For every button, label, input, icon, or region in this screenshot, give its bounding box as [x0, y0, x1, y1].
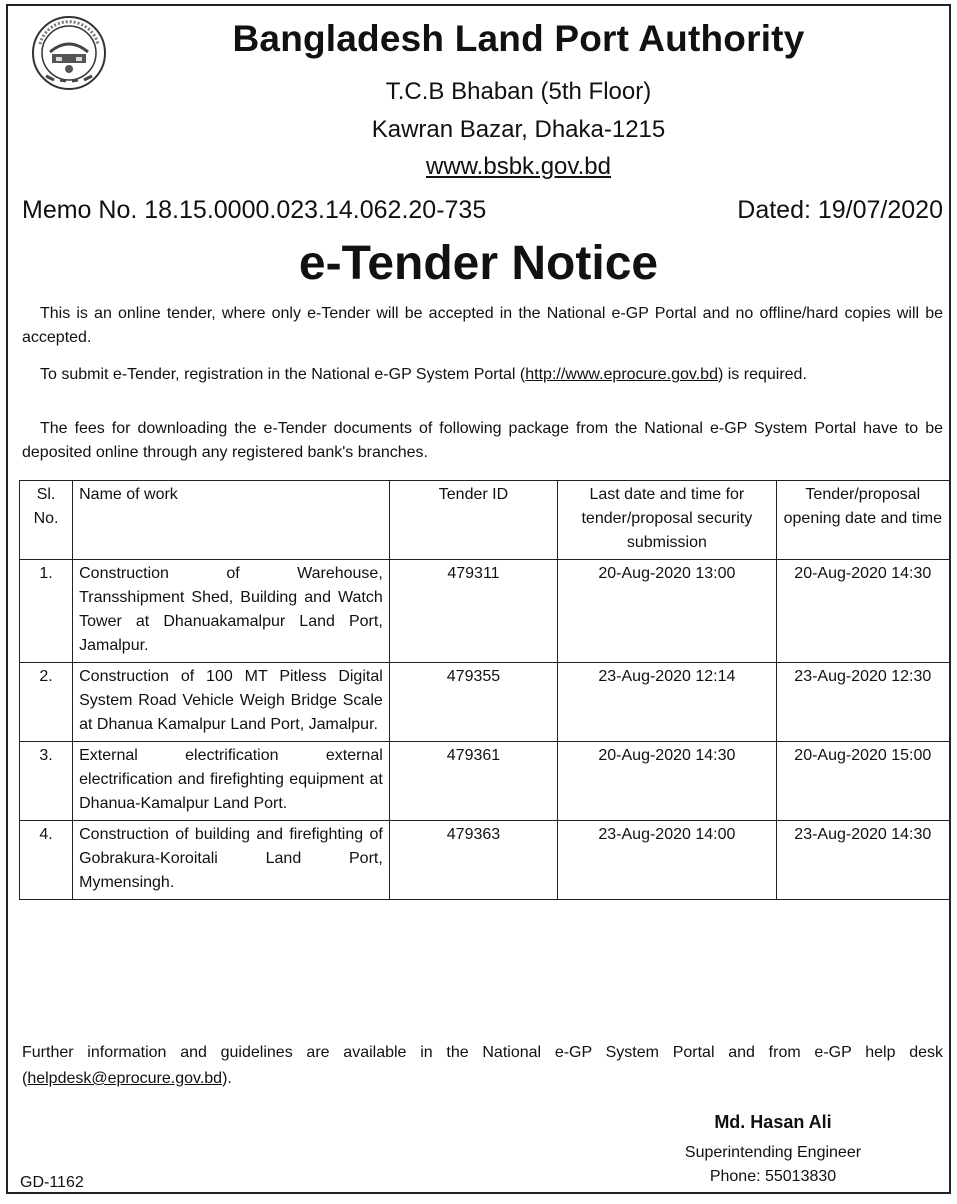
row-tender-id: 479361	[389, 742, 557, 821]
row-last-date: 23-Aug-2020 12:14	[558, 663, 776, 742]
row-opening-date: 20-Aug-2020 15:00	[776, 742, 949, 821]
row-serial: 2.	[20, 663, 73, 742]
organization-name: Bangladesh Land Port Authority	[232, 18, 805, 59]
header-serial-no: Sl. No.	[20, 481, 73, 560]
row-serial: 3.	[20, 742, 73, 821]
further-information-text: Further information and guidelines are available in the National e-GP System Portal and from e-GP help desk (	[22, 1044, 943, 1087]
memo-number: Memo No. 18.15.0000.023.14.062.20-735	[22, 196, 487, 224]
header-tender-id: Tender ID	[389, 481, 557, 560]
row-last-date: 20-Aug-2020 13:00	[558, 560, 776, 663]
paragraph-registration-end: ) is required.	[717, 366, 807, 383]
row-serial: 1.	[20, 560, 73, 663]
row-last-date: 20-Aug-2020 14:30	[558, 742, 776, 821]
header-name-of-work: Name of work	[73, 481, 390, 560]
eprocure-portal-link[interactable]: http://www.eprocure.gov.bd	[525, 366, 718, 383]
tender-table	[19, 480, 950, 900]
table-row	[20, 663, 950, 742]
row-name-of-work: Construction of Warehouse, Transshipment Shed, Building and Watch Tower at Dhanuakamalpur Land Port, Jamalpur.	[73, 560, 390, 663]
notice-title: e-Tender Notice	[298, 237, 659, 290]
paragraph-registration-text: To submit e-Tender, registration in the National e-GP System Portal (	[40, 366, 526, 383]
header-last-date: Last date and time for tender/proposal security submission	[558, 481, 776, 560]
signer-name: Md. Hasan Ali	[714, 1112, 832, 1132]
row-name-of-work: External electrification external electrification and firefighting equipment at Dhanua-Kamalpur Land Port.	[73, 742, 390, 821]
table-row	[20, 821, 950, 900]
paragraph-fees: The fees for downloading the e-Tender documents of following package from the National e-GP System Portal have to be deposited online through any registered bank's branches.	[22, 420, 943, 461]
row-name-of-work: Construction of 100 MT Pitless Digital System Road Vehicle Weigh Bridge Scale at Dhanua Kamalpur Land Port, Jamalpur.	[73, 663, 390, 742]
signer-phone: Phone: 55013830	[709, 1168, 837, 1185]
row-opening-date: 20-Aug-2020 14:30	[776, 560, 949, 663]
paragraph-registration	[22, 363, 943, 387]
paragraph-online-tender: This is an online tender, where only e-Tender will be accepted in the National e-GP Portal and no offline/hard copies will be accepted.	[22, 305, 943, 346]
memo-date: Dated: 19/07/2020	[737, 196, 943, 224]
row-tender-id: 479363	[389, 821, 557, 900]
header-opening-date: Tender/proposal opening date and time	[776, 481, 949, 560]
website-link[interactable]: www.bsbk.gov.bd	[426, 153, 611, 180]
helpdesk-email-link[interactable]: helpdesk@eprocure.gov.bd	[27, 1070, 223, 1087]
further-information	[22, 1040, 943, 1092]
table-row	[20, 742, 950, 821]
row-opening-date: 23-Aug-2020 14:30	[776, 821, 949, 900]
address-line-2: Kawran Bazar, Dhaka-1215	[371, 116, 666, 143]
row-opening-date: 23-Aug-2020 12:30	[776, 663, 949, 742]
row-last-date: 23-Aug-2020 14:00	[558, 821, 776, 900]
row-serial: 4.	[20, 821, 73, 900]
table-row	[20, 560, 950, 663]
row-name-of-work: Construction of building and firefighting of Gobrakura-Koroitali Land Port, Mymensingh.	[73, 821, 390, 900]
address-line-1: T.C.B Bhaban (5th Floor)	[385, 78, 652, 105]
row-tender-id: 479311	[389, 560, 557, 663]
signer-title: Superintending Engineer	[684, 1144, 862, 1161]
gd-code: GD-1162	[20, 1174, 84, 1191]
tender-notice-page	[6, 4, 951, 1194]
table-header-row	[20, 481, 950, 560]
further-information-end: ).	[222, 1070, 232, 1087]
row-tender-id: 479355	[389, 663, 557, 742]
